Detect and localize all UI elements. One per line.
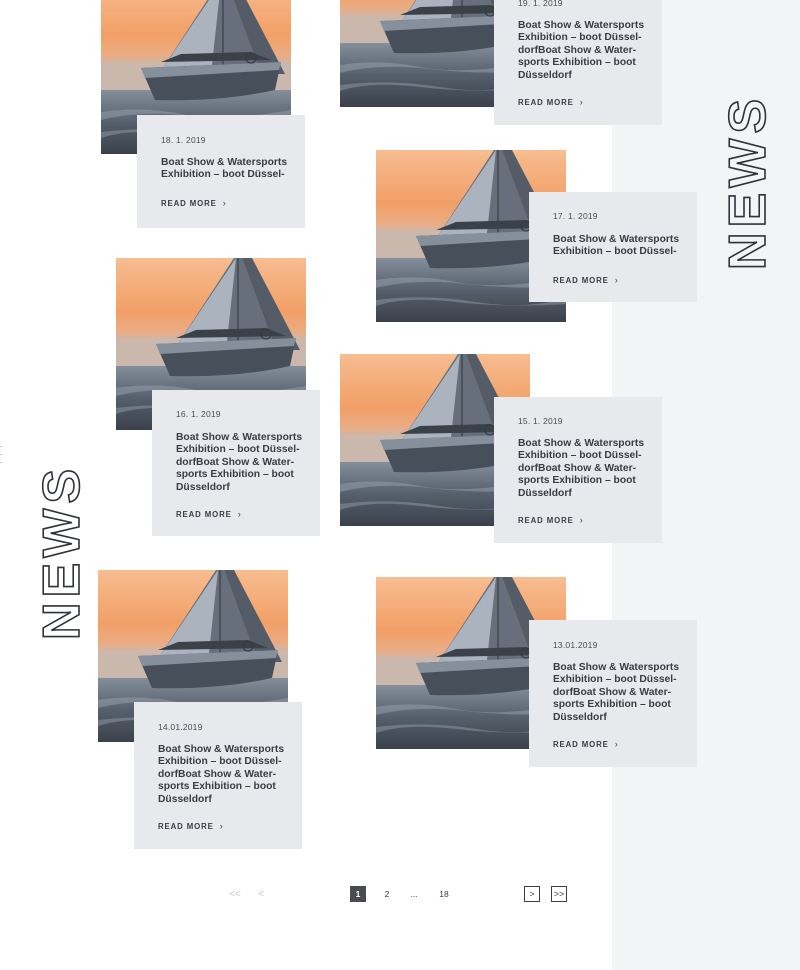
page-button[interactable]: 18 xyxy=(439,889,449,899)
read-more-link[interactable]: READ MORE › xyxy=(518,97,584,107)
news-heading-vertical-right: NEWS xyxy=(719,94,777,270)
news-card-date: 17. 1. 2019 xyxy=(553,211,598,221)
news-heading-vertical-left: NEWS xyxy=(33,464,91,640)
read-more-link[interactable]: READ MORE › xyxy=(518,515,584,525)
news-card-title[interactable]: Boat Show & Watersports Exhibition – boot Düssel-dorfBoat Show & Water-sports Exhibition – boot Düsseldorf xyxy=(158,744,285,805)
page-button[interactable]: 2 xyxy=(384,889,390,899)
chevron-right-icon: › xyxy=(614,739,619,749)
chevron-right-icon: › xyxy=(614,275,619,285)
chevron-right-icon: › xyxy=(219,821,224,831)
read-more-link[interactable]: READ MORE › xyxy=(553,739,619,749)
news-card-info xyxy=(137,115,305,228)
chevron-right-icon: › xyxy=(579,515,584,525)
read-more-link[interactable]: READ MORE › xyxy=(161,198,227,208)
news-card-date: 19. 1. 2019 xyxy=(518,0,563,8)
news-card-title[interactable]: Boat Show & Watersports Exhibition – boot Düssel- xyxy=(553,234,680,258)
chevron-right-icon: › xyxy=(222,198,227,208)
read-more-link[interactable]: READ MORE › xyxy=(553,275,619,285)
chevron-right-icon: › xyxy=(237,509,242,519)
news-card-date: 16. 1. 2019 xyxy=(176,409,221,419)
news-card-title[interactable]: Boat Show & Watersports Exhibition – boot Düssel-dorfBoat Show & Water-sports Exhibition – boot Düsseldorf xyxy=(176,432,303,493)
first-page-button[interactable]: << xyxy=(229,888,241,900)
news-card-title[interactable]: Boat Show & Watersports Exhibition – boot Düssel-dorfBoat Show & Water-sports Exhibition – boot Düsseldorf xyxy=(518,20,645,81)
news-card-title[interactable]: Boat Show & Watersports Exhibition – boot Düssel-dorfBoat Show & Water-sports Exhibition – boot Düsseldorf xyxy=(518,438,645,499)
news-card-date: 14.01.2019 xyxy=(158,722,203,732)
read-more-link[interactable]: READ MORE › xyxy=(176,509,242,519)
news-card-info xyxy=(494,397,662,543)
side-tick-marks xyxy=(0,446,2,486)
next-page-button[interactable]: > xyxy=(524,886,540,902)
news-card-title[interactable]: Boat Show & Watersports Exhibition – boot Düssel- xyxy=(161,157,288,181)
read-more-link[interactable]: READ MORE › xyxy=(158,821,224,831)
news-card-date: 18. 1. 2019 xyxy=(161,135,206,145)
news-card-date: 13.01.2019 xyxy=(553,640,598,650)
prev-page-button[interactable]: < xyxy=(258,888,264,900)
news-card-info xyxy=(529,192,697,302)
news-card-info xyxy=(494,0,662,125)
news-card-info xyxy=(529,620,697,767)
news-card-info xyxy=(152,390,320,536)
news-card-info xyxy=(134,702,302,849)
page-button-current[interactable]: 1 xyxy=(350,886,366,902)
news-card-title[interactable]: Boat Show & Watersports Exhibition – boot Düssel-dorfBoat Show & Water-sports Exhibition – boot Düsseldorf xyxy=(553,662,680,723)
news-card-date: 15. 1. 2019 xyxy=(518,416,563,426)
last-page-button[interactable]: >> xyxy=(551,886,567,902)
pagination xyxy=(0,886,612,904)
page-ellipsis: ... xyxy=(410,889,418,899)
chevron-right-icon: › xyxy=(579,97,584,107)
